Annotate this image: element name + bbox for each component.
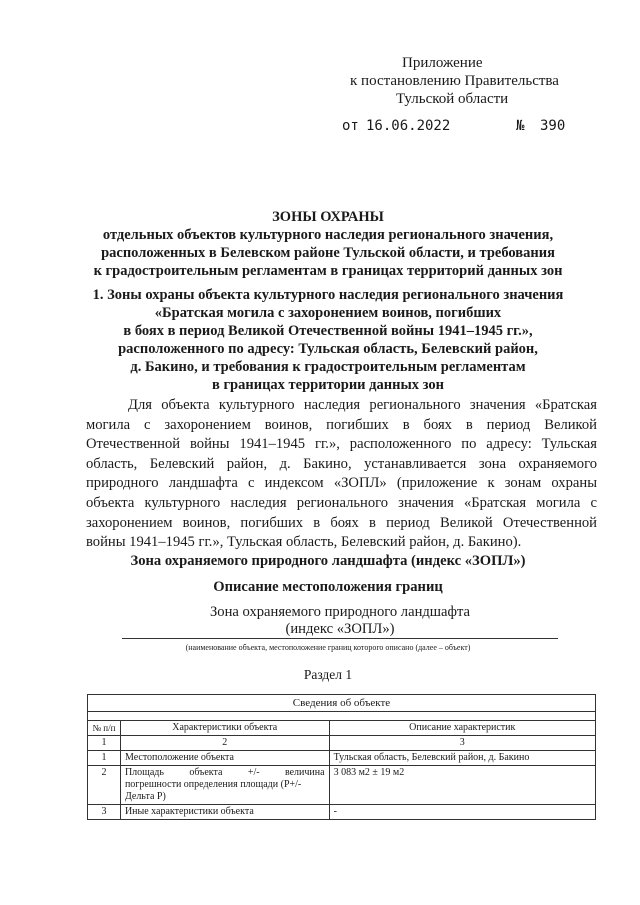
section-heading-line-1: 1. Зоны охраны объекта культурного наследия регионального значения — [92, 287, 564, 303]
row-description: 3 083 м2 ± 19 м2 — [329, 766, 595, 805]
object-name — [122, 604, 558, 639]
object-name-line-1: Зона охраняемого природного ландшафта — [209, 604, 471, 620]
document-date: 16.06.2022 — [366, 118, 451, 134]
row-characteristic: Иные характеристики объекта — [120, 805, 329, 820]
table-row — [88, 805, 596, 820]
index-cell: 3 — [329, 736, 595, 751]
row-characteristic — [120, 766, 329, 805]
section-heading-line-3: в боях в период Великой Отечественной войны 1941–1945 гг.», — [123, 323, 533, 339]
table-spacer — [88, 712, 596, 721]
section-label: Раздел 1 — [303, 667, 353, 682]
zone-heading: Зона охраняемого природного ландшафта (индекс «ЗОПЛ») — [130, 553, 526, 569]
row-number: 3 — [88, 805, 121, 820]
title-line-2: отдельных объектов культурного наследия регионального значения, — [102, 227, 554, 243]
appendix-line-1: Приложение — [402, 55, 483, 71]
table-caption-row — [88, 695, 596, 712]
header-description: Описание характеристик — [329, 721, 595, 736]
row-number: 1 — [88, 751, 121, 766]
document-number: 390 — [540, 118, 566, 134]
table-caption: Сведения об объекте — [88, 695, 596, 712]
table-row — [88, 766, 596, 805]
appendix-line-2: к постановлению Правительства — [350, 73, 559, 89]
paragraph-line: войны 1941–1945 гг.», Тульская область, Белевский район, д. Бакино). — [86, 534, 522, 551]
section-heading-line-4: расположенного по адресу: Тульская область, Белевский район, — [118, 341, 538, 357]
table-row — [88, 751, 596, 766]
section-1-heading — [60, 286, 596, 394]
section-heading-line-5: д. Бакино, и требования к градостроительным регламентам — [130, 359, 526, 375]
title-line-1: ЗОНЫ ОХРАНЫ — [272, 209, 384, 225]
object-name-caption: (наименование объекта, местоположение границ которого описано (далее – объект) — [185, 643, 471, 652]
date-prefix: от — [342, 118, 359, 134]
body-paragraph — [86, 396, 597, 553]
table-spacer-row — [88, 712, 596, 721]
boundary-heading: Описание местоположения границ — [213, 579, 443, 595]
paragraph-line: Отечественной войны 1941–1945 гг.», расположенного по адресу: Тульская — [86, 436, 597, 453]
paragraph-line: захоронением воинов, погибших в боях в период Великой Отечественной — [86, 514, 597, 531]
section-heading-line-2: «Братская могила с захоронением воинов, погибших — [154, 305, 502, 321]
table-header-row — [88, 721, 596, 736]
paragraph-line: Для объекта культурного наследия регионального значения «Братская — [128, 397, 597, 413]
index-cell: 1 — [88, 736, 121, 751]
row-number: 2 — [88, 766, 121, 805]
row-characteristic-line: Дельта Р) — [124, 791, 166, 802]
title-line-3: расположенных в Белевском районе Тульской области, и требования — [101, 245, 555, 261]
object-info-table — [87, 694, 596, 820]
row-description: Тульская область, Белевский район, д. Бакино — [329, 751, 595, 766]
section-heading-line-6: в границах территории данных зон — [212, 377, 444, 393]
header-characteristics: Характеристики объекта — [120, 721, 329, 736]
table-index-row — [88, 736, 596, 751]
row-description: - — [329, 805, 595, 820]
object-name-line-2: (индекс «ЗОПЛ») — [122, 621, 558, 639]
paragraph-line: природного ландшафта с индексом «ЗОПЛ» (приложение к зонам охраны — [86, 475, 597, 492]
paragraph-line: могила с захоронением воинов, погибших в боях в период Великой — [86, 416, 597, 433]
document-title — [60, 208, 596, 280]
paragraph-line: объекта культурного наследия регионального значения «Братская могила с — [86, 494, 597, 511]
row-characteristic-line: погрешности определения площади (Р+/- — [124, 779, 302, 790]
row-characteristic-line: Площадь объекта +/- величина — [124, 767, 325, 778]
row-characteristic: Местоположение объекта — [120, 751, 329, 766]
paragraph-line: область, Белевский район, д. Бакино, устанавливается зона охраняемого — [86, 455, 597, 472]
title-line-4: к градостроительным регламентам в границах территорий данных зон — [93, 263, 563, 279]
appendix-line-3: Тульской области — [396, 91, 509, 107]
header-num: № п/п — [88, 721, 121, 736]
number-prefix: № — [516, 118, 525, 134]
index-cell: 2 — [120, 736, 329, 751]
